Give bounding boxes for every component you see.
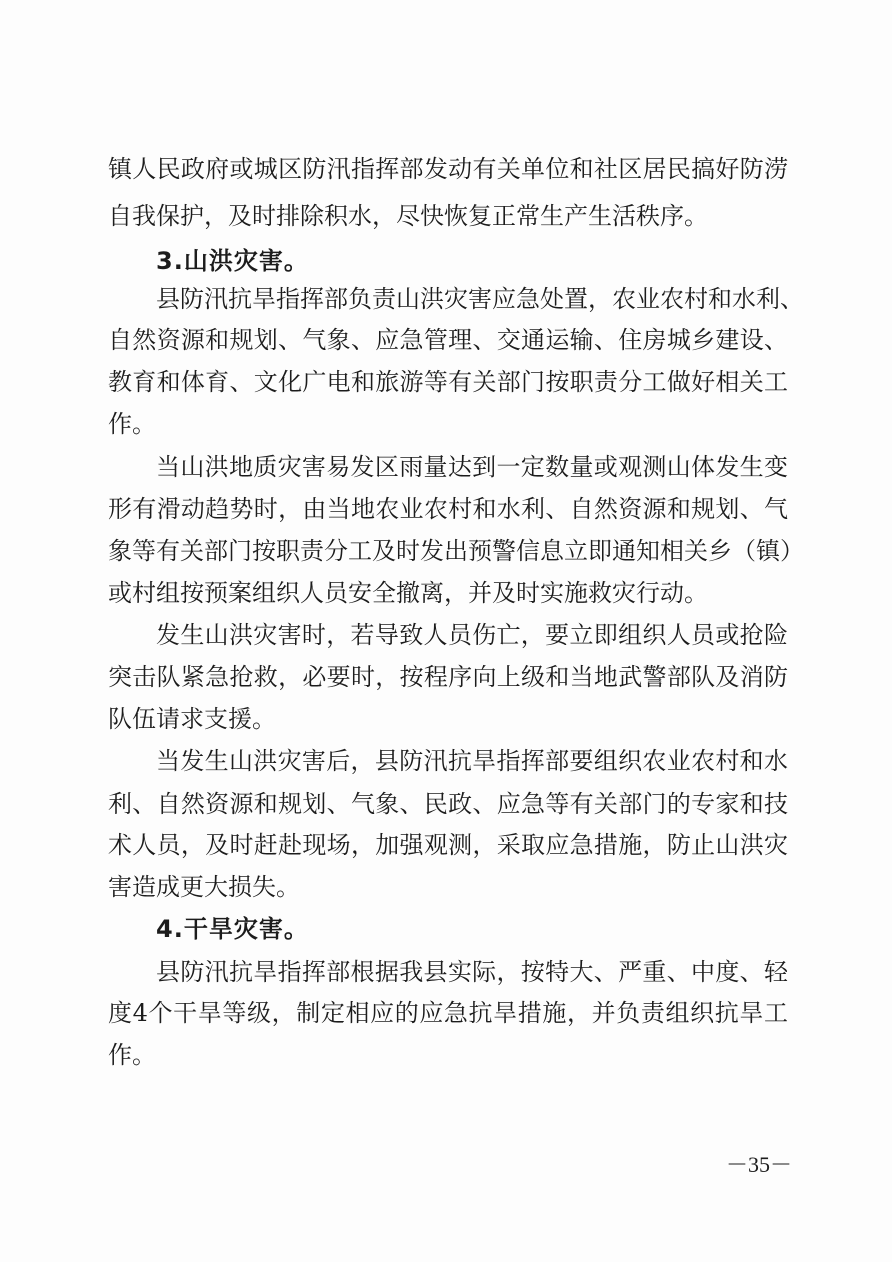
page-number: －35－: [725, 1152, 792, 1177]
text-line: 度4个干旱等级，制定相应的应急抗旱措施，并负责组织抗旱工: [108, 999, 788, 1027]
text-line: 形有滑动趋势时，由当地农业农村和水利、自然资源和规划、气: [108, 495, 788, 523]
text-line: 害造成更大损失。: [108, 873, 300, 901]
text-line: 自然资源和规划、气象、应急管理、交通运输、住房城乡建设、: [108, 326, 788, 354]
text-line: 当山洪地质灾害易发区雨量达到一定数量或观测山体发生变: [156, 453, 788, 481]
text-line: 作。: [108, 1041, 156, 1069]
text-line: 突击队紧急抢救，必要时，按程序向上级和当地武警部队及消防: [108, 663, 788, 691]
text-line: 或村组按预案组织人员安全撤离，并及时实施救灾行动。: [108, 579, 708, 607]
text-line: 镇人民政府或城区防汛指挥部发动有关单位和社区居民搞好防涝: [108, 155, 788, 183]
text-line: 作。: [108, 410, 156, 438]
text-line: 发生山洪灾害时，若导致人员伤亡，要立即组织人员或抢险: [156, 621, 788, 649]
text-line: 象等有关部门按职责分工及时发出预警信息立即通知相关乡（镇）: [108, 537, 804, 565]
text-line: 教育和体育、文化广电和旅游等有关部门按职责分工做好相关工: [108, 368, 788, 396]
text-line: 县防汛抗旱指挥部根据我县实际，按特大、严重、中度、轻: [156, 958, 788, 986]
text-line: 当发生山洪灾害后，县防汛抗旱指挥部要组织农业农村和水: [156, 747, 788, 775]
text-line: 县防汛抗旱指挥部负责山洪灾害应急处置，农业农村和水利、: [156, 285, 804, 313]
section-heading: 3.山洪灾害。: [156, 247, 309, 275]
text-line: 自我保护，及时排除积水，尽快恢复正常生产生活秩序。: [108, 202, 708, 230]
section-heading: 4.干旱灾害。: [156, 915, 309, 943]
text-line: 利、自然资源和规划、气象、民政、应急等有关部门的专家和技: [108, 790, 788, 818]
text-line: 队伍请求支援。: [108, 705, 276, 733]
text-line: 术人员，及时赶赴现场，加强观测，采取应急措施，防止山洪灾: [108, 831, 788, 859]
